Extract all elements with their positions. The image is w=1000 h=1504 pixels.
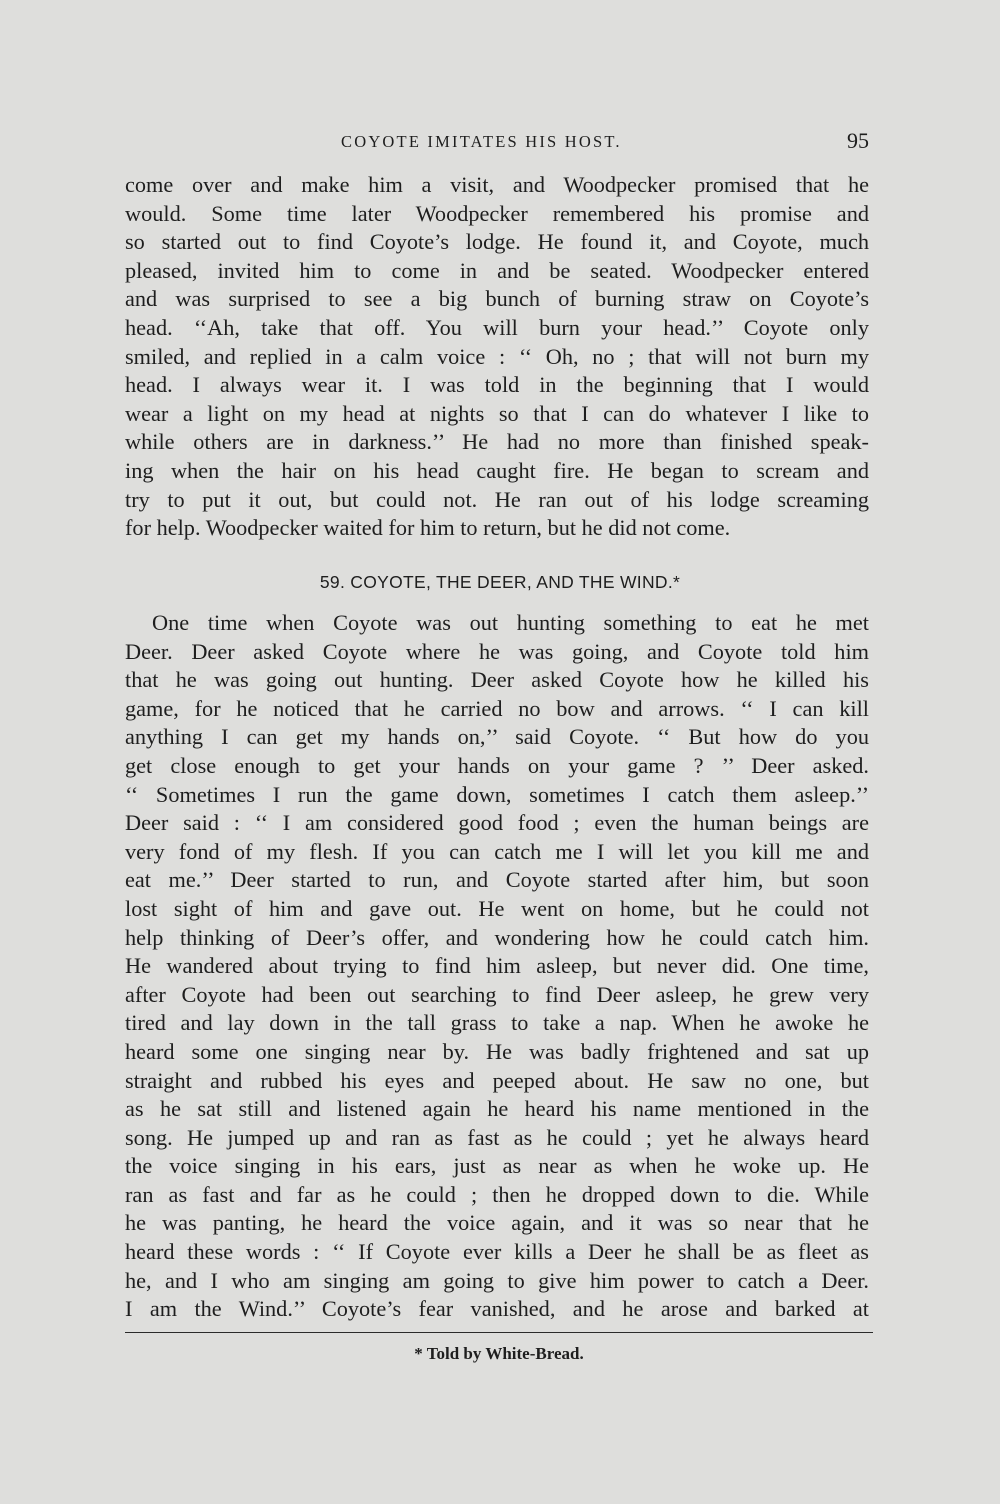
text-line: tired and lay down in the tall grass to take a nap. When he awoke he <box>125 1010 869 1036</box>
text-line: pleased, invited him to come in and be seated. Woodpecker entered <box>125 257 869 283</box>
text-line: heard some one singing near by. He was badly frightened and sat up <box>125 1038 869 1064</box>
page-number: 95 <box>847 128 869 153</box>
text-line: anything I can get my hands on,’’ said Coyote. ‘‘ But how do you <box>125 724 869 750</box>
text-line: would. Some time later Woodpecker remembered his promise and <box>125 200 869 226</box>
text-line: that he was going out hunting. Deer asked Coyote how he killed his <box>125 667 869 693</box>
text-line: and was surprised to see a big bunch of burning straw on Coyote’s <box>125 286 869 312</box>
text-line: smiled, and replied in a calm voice : ‘‘ Oh, no ; that will not burn my <box>125 343 869 369</box>
text-line: straight and rubbed his eyes and peeped about. He saw no one, but <box>125 1067 869 1093</box>
footnote-rule <box>125 1332 873 1333</box>
text-line: lost sight of him and gave out. He went on home, but he could not <box>125 895 869 921</box>
text-line: while others are in darkness.’’ He had no more than finished speak- <box>125 429 869 455</box>
text-line: eat me.’’ Deer started to run, and Coyote started after him, but soon <box>125 867 869 893</box>
text-line: One time when Coyote was out hunting something to eat he met <box>152 610 869 635</box>
text-line: help thinking of Deer’s offer, and wondering how he could catch him. <box>125 924 869 950</box>
paragraph-story <box>125 609 869 1324</box>
running-head <box>125 128 869 158</box>
paragraph-continued <box>125 171 869 543</box>
text-line: ing when the hair on his head caught fire. He began to scream and <box>125 457 869 483</box>
text-line: get close enough to get your hands on your game ? ’’ Deer asked. <box>125 752 869 778</box>
text-line: He wandered about trying to find him asleep, but never did. One time, <box>125 953 869 979</box>
text-line: head. I always wear it. I was told in the beginning that I would <box>125 372 869 398</box>
text-line: song. He jumped up and ran as fast as he could ; yet he always heard <box>125 1124 869 1150</box>
text-line: he was panting, he heard the voice again, and it was so near that he <box>125 1210 869 1236</box>
footnote: * Told by White-Bread. <box>414 1344 584 1363</box>
text-line: try to put it out, but could not. He ran out of his lodge screaming <box>125 486 869 512</box>
text-line: the voice singing in his ears, just as near as when he woke up. He <box>125 1153 869 1179</box>
text-line: Deer. Deer asked Coyote where he was going, and Coyote told him <box>125 638 869 664</box>
text-line: so started out to find Coyote’s lodge. He found it, and Coyote, much <box>125 229 869 255</box>
text-line: I am the Wind.’’ Coyote’s fear vanished, and he arose and barked at <box>125 1296 869 1322</box>
text-line: ran as fast and far as he could ; then he dropped down to die. While <box>125 1181 869 1207</box>
text-line: game, for he noticed that he carried no bow and arrows. ‘‘ I can kill <box>125 695 869 721</box>
text-line: as he sat still and listened again he heard his name mentioned in the <box>125 1096 869 1122</box>
running-title: COYOTE IMITATES HIS HOST. <box>341 132 622 151</box>
text-line: very fond of my flesh. If you can catch me I will let you kill me and <box>125 838 869 864</box>
text-line: wear a light on my head at nights so that I can do whatever I like to <box>125 400 869 426</box>
text-line: after Coyote had been out searching to find Deer asleep, he grew very <box>125 981 869 1007</box>
section-heading: 59. COYOTE, THE DEER, AND THE WIND.* <box>319 572 681 592</box>
text-line: come over and make him a visit, and Woodpecker promised that he <box>125 172 869 197</box>
text-line: heard these words : ‘‘ If Coyote ever kills a Deer he shall be as fleet as <box>125 1239 869 1265</box>
text-line: for help. Woodpecker waited for him to return, but he did not come. <box>125 515 731 541</box>
text-line: Deer said : ‘‘ I am considered good food ; even the human beings are <box>125 810 869 836</box>
text-line: he, and I who am singing am going to give him power to catch a Deer. <box>125 1267 869 1293</box>
text-line: ‘‘ Sometimes I run the game down, sometimes I catch them asleep.’’ <box>125 781 869 807</box>
text-line: head. ‘‘Ah, take that off. You will burn your head.’’ Coyote only <box>125 314 869 340</box>
